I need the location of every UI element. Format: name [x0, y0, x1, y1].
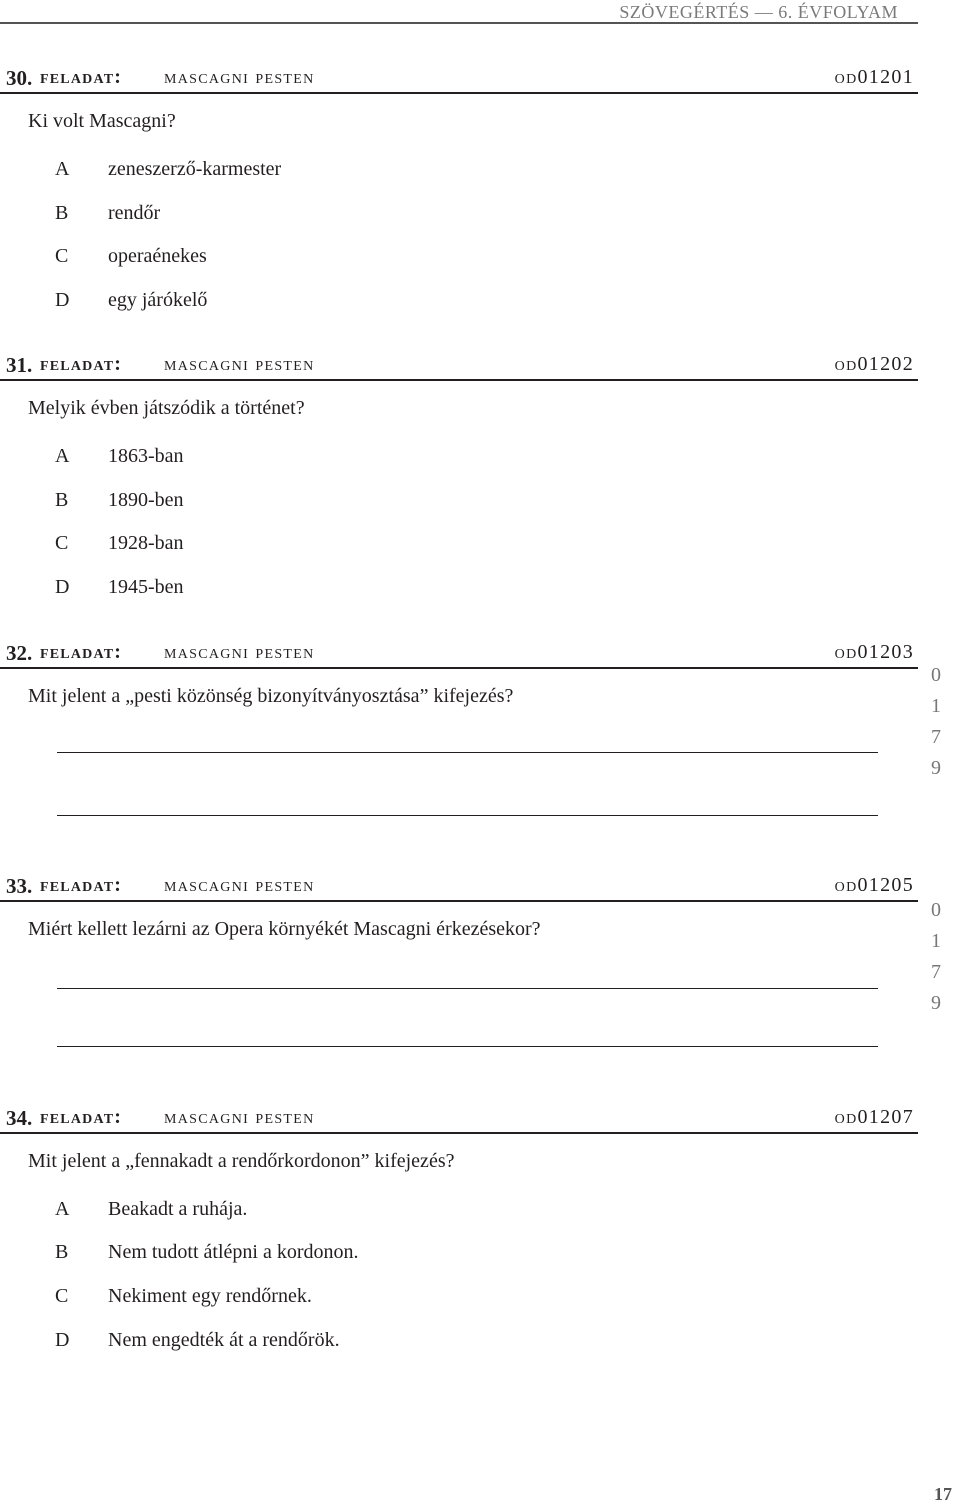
question-text: Melyik évben játszódik a történet?: [28, 397, 305, 419]
score-9: 9: [931, 992, 941, 1014]
task-code: od01202: [834, 353, 914, 375]
score-1: 1: [931, 930, 941, 952]
option-letter: C: [55, 245, 69, 267]
task-code: od01205: [834, 874, 914, 896]
option-letter: A: [55, 1198, 70, 1220]
task-heading: [0, 639, 918, 669]
question-text: Miért kellett lezárni az Opera környékét Mascagni érkezésekor?: [28, 918, 541, 940]
task-topic: mascagni pesten: [164, 353, 315, 375]
task-heading: [0, 1104, 918, 1134]
task-heading: [0, 64, 918, 94]
option-letter: C: [55, 1285, 69, 1307]
task-heading: [0, 351, 918, 381]
task-topic: mascagni pesten: [164, 641, 315, 663]
task-number: 32.: [6, 641, 33, 665]
option-letter: D: [55, 289, 70, 311]
option-letter: D: [55, 576, 70, 598]
option-text: egy járókelő: [108, 289, 208, 311]
option-letter: A: [55, 158, 70, 180]
option-text: Nem engedték át a rendőrök.: [108, 1329, 340, 1351]
task-label: feladat:: [40, 66, 123, 88]
task-label: feladat:: [40, 1106, 123, 1128]
option-text: Nem tudott átlépni a kordonon.: [108, 1241, 359, 1263]
option-text: 1928-ban: [108, 532, 184, 554]
task-divider: [0, 1132, 918, 1134]
answer-line[interactable]: [57, 988, 878, 989]
task-label: feladat:: [40, 874, 123, 896]
task-divider: [0, 379, 918, 381]
option-letter: B: [55, 1241, 69, 1263]
option-text: Beakadt a ruhája.: [108, 1198, 248, 1220]
score-0: 0: [931, 664, 941, 686]
header-divider: [0, 22, 918, 24]
running-header-title: SZÖVEGÉRTÉS — 6. ÉVFOLYAM: [619, 2, 898, 22]
option-text: 1863-ban: [108, 445, 184, 467]
task-number: 34.: [6, 1106, 33, 1130]
task-code: od01203: [834, 641, 914, 663]
task-number: 31.: [6, 353, 33, 377]
answer-line[interactable]: [57, 752, 878, 753]
option-text: operaénekes: [108, 245, 207, 267]
task-number: 30.: [6, 66, 33, 90]
question-text: Ki volt Mascagni?: [28, 110, 176, 132]
answer-line[interactable]: [57, 815, 878, 816]
task-divider: [0, 667, 918, 669]
question-text: Mit jelent a „fennakadt a rendőrkordonon” kifejezés?: [28, 1150, 455, 1172]
running-header: [0, 0, 960, 24]
option-letter: D: [55, 1329, 70, 1351]
task-code: od01207: [834, 1106, 914, 1128]
question-text: Mit jelent a „pesti közönség bizonyítványosztása” kifejezés?: [28, 685, 514, 707]
option-text: zeneszerző-karmester: [108, 158, 282, 180]
score-9: 9: [931, 757, 941, 779]
task-topic: mascagni pesten: [164, 874, 315, 896]
option-letter: C: [55, 532, 69, 554]
task-topic: mascagni pesten: [164, 66, 315, 88]
task-divider: [0, 900, 918, 902]
option-text: 1890-ben: [108, 489, 184, 511]
task-topic: mascagni pesten: [164, 1106, 315, 1128]
score-7: 7: [931, 726, 941, 748]
option-text: rendőr: [108, 202, 161, 224]
answer-line[interactable]: [57, 1046, 878, 1047]
task-label: feladat:: [40, 353, 123, 375]
page-number: 17: [934, 1484, 952, 1504]
score-1: 1: [931, 695, 941, 717]
task-code: od01201: [834, 66, 914, 88]
option-letter: B: [55, 489, 69, 511]
score-0: 0: [931, 899, 941, 921]
task-heading: [0, 872, 918, 902]
task-number: 33.: [6, 874, 33, 898]
option-letter: B: [55, 202, 69, 224]
option-text: Nekiment egy rendőrnek.: [108, 1285, 312, 1307]
option-text: 1945-ben: [108, 576, 184, 598]
option-letter: A: [55, 445, 70, 467]
task-divider: [0, 92, 918, 94]
score-7: 7: [931, 961, 941, 983]
task-label: feladat:: [40, 641, 123, 663]
